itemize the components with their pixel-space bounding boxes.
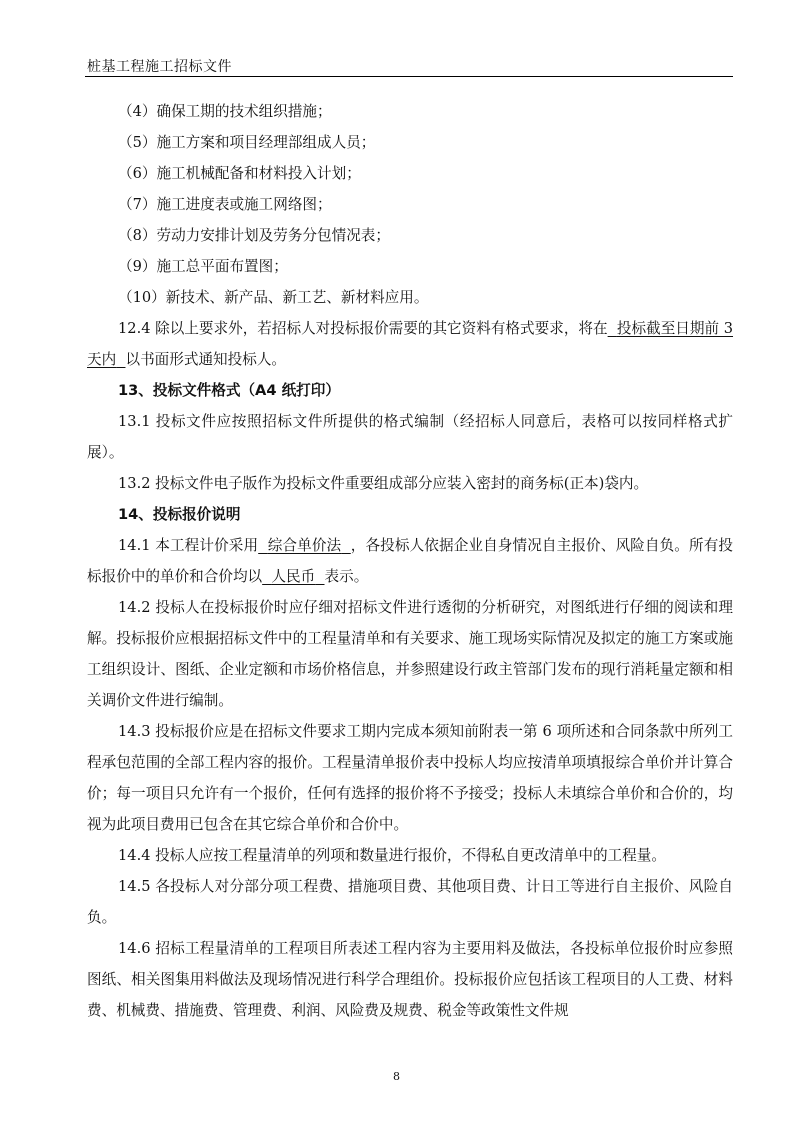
list-item: （8）劳动力安排计划及劳务分包情况表；: [118, 227, 390, 244]
list-item: （6）施工机械配备和材料投入计划；: [118, 165, 361, 182]
paragraph-12-4: [87, 313, 733, 375]
list-item: （4）确保工期的技术组织措施；: [118, 103, 332, 120]
paragraph-14-4: 14.4 投标人应按工程量清单的列项和数量进行报价，不得私自更改清单中的工程量。: [118, 847, 666, 864]
page-header-title: 桩基工程施工招标文件: [87, 59, 232, 75]
paragraph-14-5: 14.5 各投标人对分部分项工程费、措施项目费、其他项目费、计日工等进行自主报价、风险自负。: [87, 878, 733, 926]
document-body: [87, 96, 733, 1026]
header-divider: [85, 76, 733, 77]
list-item: （10）新技术、新产品、新工艺、新材料应用。: [118, 289, 429, 306]
text-segment: 14.1 本工程计价采用: [118, 537, 259, 554]
list-item: （5）施工方案和项目经理部组成人员；: [118, 134, 376, 151]
paragraph-14-2: 14.2 投标人在投标报价时应仔细对招标文件进行透彻的分析研究，对图纸进行仔细的阅读和理解。投标报价应根据招标文件中的工程量清单和有关要求、施工现场实际情况及拟定的施工方案或施工组织设计、图纸、企业定额和市场价格信息，并参照建设行政主管部门发布的现行消耗量定额和相关调价文件进行编制。: [87, 599, 733, 709]
text-segment: 12.4 除以上要求外，若招标人对投标报价需要的其它资料有格式要求，将在: [118, 320, 608, 337]
text-segment: 表示。: [324, 568, 369, 585]
paragraph-14-3: 14.3 投标报价应是在招标文件要求工期内完成本须知前附表一第 6 项所述和合同条款中所列工程承包范围的全部工程内容的报价。工程量清单报价表中投标人均应按清单项填报综合单价并计算合价；每一项目只允许有一个报价，任何有选择的报价将不予接受；投标人未填综合单价和合价的，均视为此项目费用已包含在其它综合单价和合价中。: [87, 723, 733, 833]
page-number: 8: [393, 1070, 400, 1083]
underlined-currency: 人民币: [271, 568, 316, 585]
text-segment: 以书面形式通知投标人。: [125, 351, 287, 368]
list-item: （7）施工进度表或施工网络图；: [118, 196, 332, 213]
underlined-pricing-method: 综合单价法: [267, 537, 342, 554]
paragraph-14-1: [87, 530, 733, 592]
list-item: （9）施工总平面布置图；: [118, 258, 288, 275]
section-heading-14: 14、投标报价说明: [118, 506, 241, 523]
underlined-deadline: 投标截至日期前 3 天内: [87, 320, 734, 368]
paragraph-14-6: 14.6 招标工程量清单的工程项目所表述工程内容为主要用料及做法，各投标单位报价时应参照图纸、相关图集用料做法及现场情况进行科学合理组价。投标报价应包括该工程项目的人工费、材料费、机械费、措施费、管理费、利润、风险费及规费、税金等政策性文件规: [87, 940, 733, 1019]
paragraph-13-2: 13.2 投标文件电子版作为投标文件重要组成部分应装入密封的商务标(正本)袋内。: [118, 475, 649, 492]
section-heading-13: 13、投标文件格式（A4 纸打印）: [118, 382, 340, 399]
text-segment: ，各投标人依据企业自身情况自主报价、风险自负。所有投标报价中的单价和合价均以: [87, 537, 733, 585]
paragraph-13-1: 13.1 投标文件应按照招标文件所提供的格式编制（经招标人同意后，表格可以按同样格式扩展）。: [87, 413, 733, 461]
